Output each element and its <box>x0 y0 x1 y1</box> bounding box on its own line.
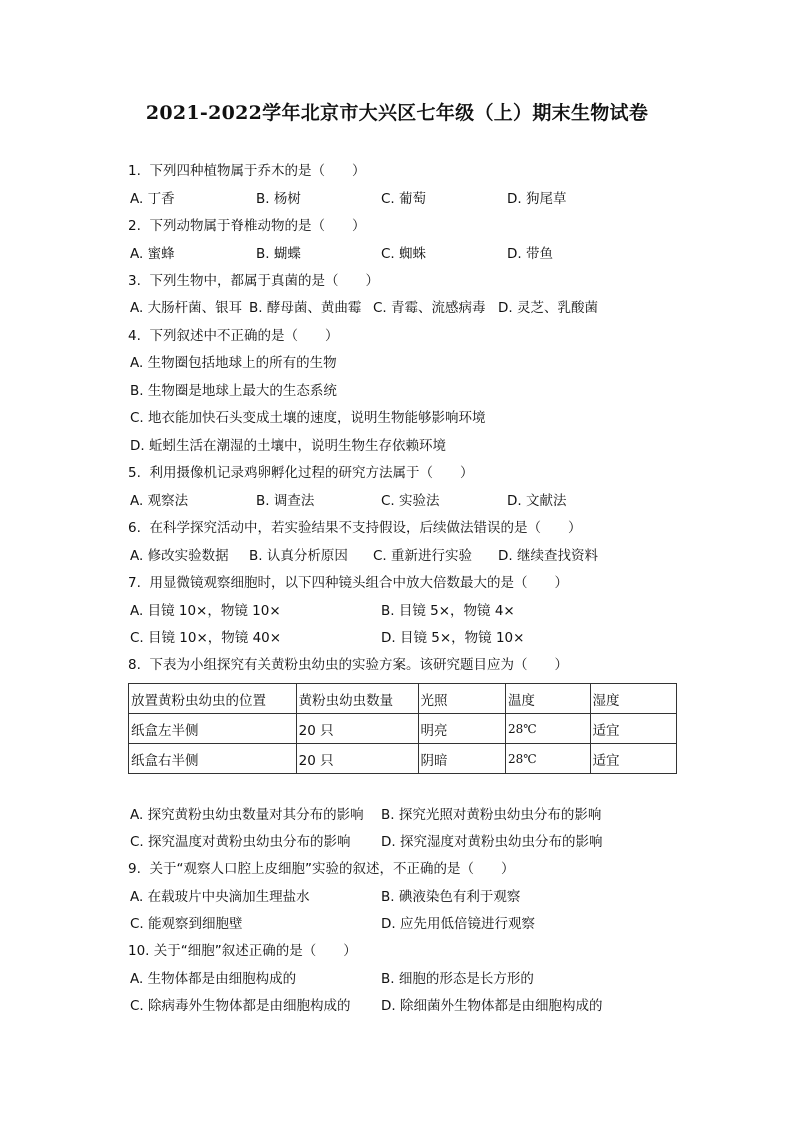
table-row <box>129 744 677 774</box>
table-header-cell: 温度 <box>505 684 590 714</box>
question-2 <box>128 217 365 235</box>
option-d: D. 灵芝、乳酸菌 <box>498 300 598 316</box>
option-a: A. 修改实验数据 <box>130 548 229 564</box>
option-a: A. 观察法 <box>130 493 189 509</box>
option-b: B. 碘液染色有利于观察 <box>381 889 521 905</box>
option-d: D. 带鱼 <box>507 246 553 262</box>
question-6 <box>128 519 581 537</box>
question-number: 10. <box>128 943 150 959</box>
question-stem: 在科学探究活动中，若实验结果不支持假设，后续做法错误的是（ ） <box>149 520 582 536</box>
question-10 <box>128 942 357 960</box>
option-b: B. 酵母菌、黄曲霉 <box>249 300 362 316</box>
option-c: C. 实验法 <box>381 493 440 509</box>
option-b: B. 目镜 5×，物镜 4× <box>381 603 515 619</box>
option-a: A. 探究黄粉虫幼虫数量对其分布的影响 <box>130 807 364 823</box>
question-9 <box>128 860 514 878</box>
question-number: 7. <box>128 575 141 591</box>
table-cell: 20 只 <box>296 714 418 744</box>
question-5 <box>128 464 473 482</box>
option-b: B. 杨树 <box>256 191 301 207</box>
option-a: A. 在载玻片中央滴加生理盐水 <box>130 889 310 905</box>
option-b: B. 生物圈是地球上最大的生态系统 <box>130 383 337 399</box>
question-3 <box>128 272 379 290</box>
option-c: C. 目镜 10×，物镜 40× <box>130 630 282 646</box>
question-number: 5. <box>128 465 141 481</box>
option-a: A. 丁香 <box>130 191 175 207</box>
option-b: B. 蝴蝶 <box>256 246 301 262</box>
option-b: B. 调查法 <box>256 493 315 509</box>
option-c: C. 重新进行实验 <box>373 548 473 564</box>
option-c: C. 除病毒外生物体都是由细胞构成的 <box>130 998 351 1014</box>
option-b: B. 认真分析原因 <box>249 548 348 564</box>
question-4 <box>128 327 338 345</box>
option-c: C. 青霉、流感病毒 <box>373 300 486 316</box>
question-number: 1. <box>128 163 141 179</box>
question-number: 4. <box>128 328 141 344</box>
option-b: B. 探究光照对黄粉虫幼虫分布的影响 <box>381 807 602 823</box>
option-d: D. 目镜 5×，物镜 10× <box>381 630 525 646</box>
question-number: 2. <box>128 218 141 234</box>
option-a: A. 生物圈包括地球上的所有的生物 <box>130 355 337 371</box>
option-a: A. 大肠杆菌、银耳 <box>130 300 243 316</box>
table-header-cell: 光照 <box>418 684 505 714</box>
option-a: A. 蜜蜂 <box>130 246 175 262</box>
question-stem: 下列动物属于脊椎动物的是（ ） <box>149 218 366 234</box>
question-stem: 下表为小组探究有关黄粉虫幼虫的实验方案。该研究题目应为（ ） <box>149 657 568 673</box>
question-stem: 下列生物中，都属于真菌的是（ ） <box>149 273 379 289</box>
table-cell: 适宜 <box>590 714 676 744</box>
option-d: D. 文献法 <box>507 493 567 509</box>
question-stem: 下列四种植物属于乔木的是（ ） <box>149 163 366 179</box>
option-d: D. 探究湿度对黄粉虫幼虫分布的影响 <box>381 834 603 850</box>
table-cell: 28℃ <box>505 744 590 774</box>
option-b: B. 细胞的形态是长方形的 <box>381 971 534 987</box>
table-header-cell: 黄粉虫幼虫数量 <box>296 684 418 714</box>
question-1 <box>128 162 365 180</box>
option-d: D. 狗尾草 <box>507 191 567 207</box>
option-c: C. 能观察到细胞壁 <box>130 916 243 932</box>
option-d: D. 继续查找资料 <box>498 548 598 564</box>
question-stem: 关于“细胞”叙述正确的是（ ） <box>153 943 357 959</box>
exam-title: 2021-2022学年北京市大兴区七年级（上）期末生物试卷 <box>145 102 649 124</box>
option-c: C. 地衣能加快石头变成土壤的速度，说明生物能够影响环境 <box>130 410 486 426</box>
option-d: D. 应先用低倍镜进行观察 <box>381 916 535 932</box>
table-header-cell: 放置黄粉虫幼虫的位置 <box>129 684 297 714</box>
option-a: A. 生物体都是由细胞构成的 <box>130 971 297 987</box>
question-number: 6. <box>128 520 141 536</box>
table-cell: 阴暗 <box>418 744 505 774</box>
option-c: C. 蜘蛛 <box>381 246 427 262</box>
table-cell: 适宜 <box>590 744 676 774</box>
option-a: A. 目镜 10×，物镜 10× <box>130 603 281 619</box>
option-d: D. 除细菌外生物体都是由细胞构成的 <box>381 998 603 1014</box>
question-stem: 下列叙述中不正确的是（ ） <box>149 328 339 344</box>
option-c: C. 葡萄 <box>381 191 427 207</box>
table-row <box>129 714 677 744</box>
question-number: 9. <box>128 861 141 877</box>
table-cell: 纸盒右半侧 <box>129 744 297 774</box>
question-stem: 利用摄像机记录鸡卵孵化过程的研究方法属于（ ） <box>149 465 474 481</box>
option-c: C. 探究温度对黄粉虫幼虫分布的影响 <box>130 834 351 850</box>
question-number: 3. <box>128 273 141 289</box>
question-8 <box>128 656 568 674</box>
question-stem: 用显微镜观察细胞时，以下四种镜头组合中放大倍数最大的是（ ） <box>149 575 568 591</box>
table-cell: 28℃ <box>505 714 590 744</box>
experiment-table <box>128 683 677 774</box>
question-7 <box>128 574 568 592</box>
table-cell: 20 只 <box>296 744 418 774</box>
table-cell: 纸盒左半侧 <box>129 714 297 744</box>
question-number: 8. <box>128 657 141 673</box>
option-d: D. 蚯蚓生活在潮湿的土壤中，说明生物生存依赖环境 <box>130 438 446 454</box>
question-stem: 关于“观察人口腔上皮细胞”实验的叙述，不正确的是（ ） <box>149 861 515 877</box>
table-header-row <box>129 684 677 714</box>
table-cell: 明亮 <box>418 714 505 744</box>
table-header-cell: 湿度 <box>590 684 676 714</box>
